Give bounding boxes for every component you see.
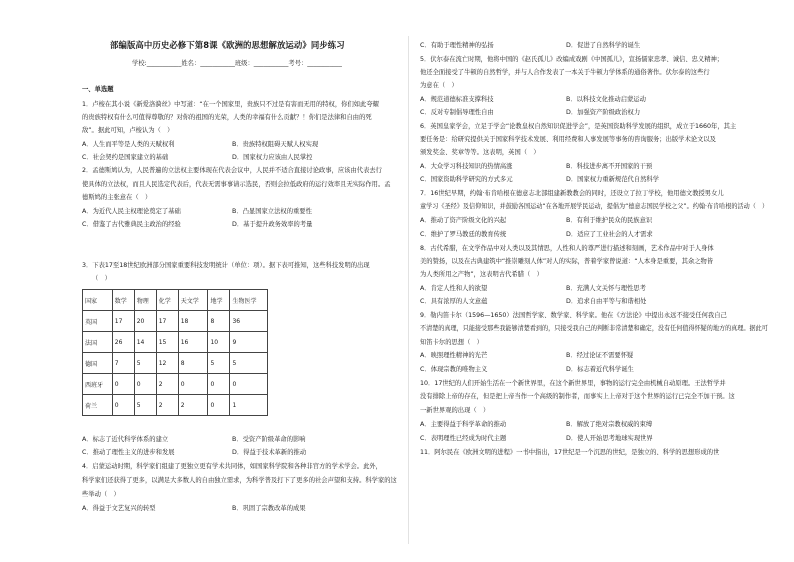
table-row <box>83 374 268 395</box>
table-cell: 0 <box>178 374 208 395</box>
question-line: 6．英国皇家学会，立足于学会“论教皇权自然知识促进学会”，是英国资助科学发展的组织，成立于1660年，其主 <box>420 123 737 130</box>
option-b: B．有利于维护民众的民族意识 <box>566 217 653 224</box>
option-d: D．国家权力重新规范代自然科学 <box>566 176 660 183</box>
question-line: 为人类所用之产物”，这表明古代希腊（ ） <box>420 271 543 278</box>
table-cell: 36 <box>230 311 268 332</box>
question-line: 8．古代希腊，在文学作品中对人类以及其情思，人性和人的尊严进行描述和刻画，艺术作品中对于人身体 <box>420 245 714 252</box>
table-cell: 1 <box>230 395 268 416</box>
question-line: 10．17世纪的人们开始生活在一个新世界里，在这个新世界里，事物的运行完全由机械自动原理。王法哲学并 <box>420 380 726 387</box>
option-a: A．映照理性精神的光芒 <box>420 352 488 359</box>
question-line: 3．下表17至18世纪欧洲部分国家重要科技发明统计（单位：项）。据下表可推知，这些科技发明的出现 <box>82 262 370 269</box>
option-c: C．国家资助科学研究的方式多元 <box>420 176 513 183</box>
question-line: 使具体的立法权，而且人民选定代表后，代表无需事事请示选民，否则会拉低政府的运行效率且无实际作用。孟 <box>82 181 391 188</box>
table-cell: 16 <box>178 332 208 353</box>
option-c: C．具有浓厚的人文意蕴 <box>420 298 488 305</box>
table-cell: 西班牙 <box>83 374 113 395</box>
question-line: 7．16世纪早期，约翰·布肯哈根在德意志北部组建新教教会的同时，还设立了拉丁学校，他用德文教授男女儿 <box>420 190 724 197</box>
table-cell: 0 <box>230 374 268 395</box>
option-d: D．加强资产阶级政治权力 <box>566 109 641 116</box>
question-line: 科学家们还获得了更多，以满足大多数人的自由独立需求，为科学普及打下了更多的社会声望和支持。科学家的这 <box>82 477 397 484</box>
question-line: 童学习《圣经》及信仰知识，并鼓励各国运动“在各地开展学民运动，提倡为“德意志国民学校之父”。约翰·布肯哈根的活动（ ） <box>420 203 769 210</box>
table-cell: 0 <box>112 374 134 395</box>
option-b: B．经过论证不需要怀疑 <box>566 352 634 359</box>
option-a: A．人生而平等是人类的天赋权利 <box>82 141 175 148</box>
table-cell: 0 <box>208 374 230 395</box>
question-line: 5．伏尔泰在流亡时期，他将中国的《赵氏孤儿》改编成戏剧《中国孤儿》，宣扬儒家忠孝、诚信、忠义精神； <box>420 56 724 63</box>
table-row <box>83 311 268 332</box>
question-line: 9．勒内笛卡尔（1596—1650）法国哲学家、数学家、科学家。他在《方法论》中提出永远不接受任何我自己 <box>420 312 727 319</box>
question-line: 他还全面接受了牛顿的自然哲学，并与人合作发表了一本关于牛顿力学体系的通俗著作。伏尔泰的这些行 <box>420 69 710 76</box>
table-row <box>83 332 268 353</box>
option-c: C．表明理性已经成为时代主题 <box>420 435 507 442</box>
table-cell: 英国 <box>83 311 113 332</box>
table-cell: 8 <box>178 353 208 374</box>
table-header-cell: 化学 <box>156 290 178 311</box>
option-c: C．借鉴了古代雅典民主政治的经验 <box>82 221 181 228</box>
option-b: B．科技进步离不开国家的干预 <box>566 163 653 170</box>
section-heading: 一、单选题 <box>82 86 114 93</box>
table-cell: 14 <box>134 332 156 353</box>
table-cell: 法国 <box>83 332 113 353</box>
option-a: A．大众学习科技知识的热情高涨 <box>420 163 513 170</box>
table-cell: 荷兰 <box>83 395 113 416</box>
question-line: 一新世界观的出现（ ） <box>420 407 490 414</box>
question-line: 2．孟德斯鸠认为，人民普遍的立法权主要体现在代表会议中，人民并不适合直接讨论政事，应该由代表去行 <box>82 167 382 174</box>
option-d: D．使人开始思考地球实现世界 <box>566 435 653 442</box>
table-cell: 20 <box>134 311 156 332</box>
table-header-cell: 生物医学 <box>230 290 268 311</box>
option-d: D．得益于技术革新的推动 <box>232 449 307 456</box>
option-a: A．标志了近代科学体系的建立 <box>82 436 169 443</box>
option-c: C．社会契约是国家建立的基础 <box>82 154 169 161</box>
option-c: C．体现宗教的唯物主义 <box>420 366 488 373</box>
table-row <box>83 353 268 374</box>
table-cell: 5 <box>134 395 156 416</box>
option-b: B．充满人文关怀与理性思考 <box>566 285 646 292</box>
option-d: D．追求自由平等与和谐相处 <box>566 298 647 305</box>
option-a: A．主要得益于科学革命的推动 <box>420 421 507 428</box>
table-cell: 7 <box>112 353 134 374</box>
table-header-cell: 物理 <box>134 290 156 311</box>
question-line: 要任务是：给研究提供关于国家科学技术发展、利用经费和人事发展等事务的咨询服务；出版学术论文以及 <box>420 136 716 143</box>
question-line: 的贵族特权有什么可值得尊敬的？对你的祖国的光荣，人类的幸福有什么贡献？！你们是法律和自由的死 <box>82 114 372 121</box>
question-line: （ ） <box>92 275 111 282</box>
question-line: 美的赞扬，以及在古典建筑中“推崇雕刻人体”对人的实际，普着学家曾说道：“人本身是重要，其余之物皆 <box>420 258 714 265</box>
page-title: 部编版高中历史必修下第8课《欧洲的思想解放运动》同步练习 <box>110 40 345 50</box>
question-line: 没有排除上帝的存在，但是把上帝当作一个高级的制作者，而事实上上帝对于这个世界的运行已完全不加干预。这 <box>420 393 735 400</box>
option-c: C．维护了罗马教廷的教育传统 <box>420 231 507 238</box>
table-row <box>83 395 268 416</box>
question-line: 颁发奖金、奖章等等。这表明，英国（ ） <box>420 149 540 156</box>
table-cell: 17 <box>156 311 178 332</box>
table-cell: 5 <box>230 353 268 374</box>
option-a: A．得益于文艺复兴的转型 <box>82 505 156 512</box>
table-cell: 9 <box>230 332 268 353</box>
question-line: 4．启蒙运动时期，科学家们组建了更独立更有学术共同体，如国家科学院和各种非官方的学术学会。此外， <box>82 463 382 470</box>
option-d: D．促进了自然科学的诞生 <box>566 42 641 49</box>
option-a: A．推动了资产阶级文化的兴起 <box>420 217 507 224</box>
table-header-row <box>83 290 268 311</box>
table-cell: 2 <box>156 395 178 416</box>
option-a: A．肯定人性和人的欲望 <box>420 285 488 292</box>
option-b: B．受资产阶级革命的影响 <box>232 436 306 443</box>
option-a: A．为近代人民主权理论奠定了基础 <box>82 208 181 215</box>
table-cell: 15 <box>156 332 178 353</box>
option-d: D．标志着近代科学诞生 <box>566 366 634 373</box>
question-line: 11．阿尔民在《欧洲文明的进程》一书中指出，17世纪是一个沉思的世纪，是独立的、科学的思想形成的世 <box>420 449 720 456</box>
table-cell: 0 <box>208 395 230 416</box>
table-cell: 2 <box>156 374 178 395</box>
table-cell: 18 <box>178 311 208 332</box>
question-line: 敌”。据此可知，卢梭认为（ ） <box>82 127 174 134</box>
column-divider <box>408 36 409 544</box>
table-header-cell: 地学 <box>208 290 230 311</box>
table-header-cell: 数学 <box>112 290 134 311</box>
option-b: B．贵族特权阻碍天赋人权实现 <box>232 141 319 148</box>
table-cell: 2 <box>178 395 208 416</box>
question-line: 德斯鸠的主张意在（ ） <box>82 194 152 201</box>
student-info-line: 学校:___________姓名：___________班级：___________考号：___________ <box>132 60 342 67</box>
question-line: 不清楚的真理，只能接受那些我能够清楚看到的，只接受我自己的判断非常清楚和确定，没有任何值得怀疑的地方的真理。据此可 <box>420 325 768 332</box>
table-cell: 10 <box>208 332 230 353</box>
option-d: D．国家权力应该由人民掌控 <box>232 154 313 161</box>
option-b: B．巩固了宗教改革的成果 <box>232 505 306 512</box>
option-d: D．基于提升政务效率的考量 <box>232 221 313 228</box>
question-line: 为意在（ ） <box>420 82 458 89</box>
option-c: C．推动了理性主义的进步和发展 <box>82 449 175 456</box>
option-d: D．适应了工业社会的人才需求 <box>566 231 653 238</box>
table-header-cell: 国家 <box>83 290 113 311</box>
option-b: B．凸显国家立法权的重要性 <box>232 208 312 215</box>
option-c: C．有助于理性精神的弘扬 <box>420 42 494 49</box>
table-cell: 12 <box>156 353 178 374</box>
table-cell: 5 <box>134 353 156 374</box>
table-cell: 26 <box>112 332 134 353</box>
question-line: 知笛卡尔的思想（ ） <box>420 339 483 346</box>
table-cell: 8 <box>208 311 230 332</box>
invention-stats-table <box>82 289 268 416</box>
table-cell: 17 <box>112 311 134 332</box>
table-cell: 0 <box>112 395 134 416</box>
question-line: 些举动（ ） <box>82 491 120 498</box>
option-c: C．反对专制倡导理性自由 <box>420 109 494 116</box>
table-header-cell: 天文学 <box>178 290 208 311</box>
option-b: B．解放了绝对宗教权威的束缚 <box>566 421 653 428</box>
option-b: B．以科技文化推动启蒙运动 <box>566 96 646 103</box>
question-line: 1．卢梭在其小说《新爱洛漪丝》中写道：“在一个国家里，贵族只不过是有害而无用的特权，你们如此夸耀 <box>82 101 379 108</box>
table-cell: 5 <box>208 353 230 374</box>
table-cell: 0 <box>134 374 156 395</box>
table-cell: 德国 <box>83 353 113 374</box>
option-a: A．规范道德标准支撑科技 <box>420 96 494 103</box>
